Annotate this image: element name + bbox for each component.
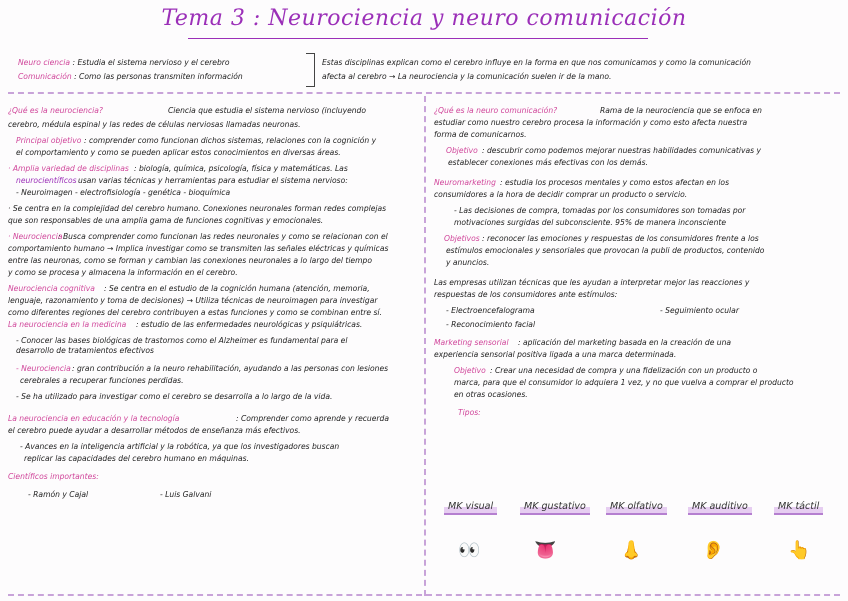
- left-text-line: lenguaje, razonamiento y toma de decisiones) → Utiliza técnicas de neuroimagen para investigar: [8, 296, 378, 305]
- left-text-line: - Avances en la inteligencia artificial y la robótica, ya que los investigadores buscan: [20, 442, 340, 451]
- left-text-line: como diferentes regiones del cerebro contribuyen a estas funciones y como se combinan entre sí.: [8, 308, 382, 317]
- left-text-line: La neurociencia en la medicina: [8, 320, 127, 329]
- left-text-line: - Neurociencia: [16, 364, 71, 373]
- marketing-type-label: MK olfativo: [606, 500, 667, 515]
- left-text-line: - Luis Galvani: [160, 490, 212, 499]
- left-text-line: neurocientíficos: [16, 176, 77, 185]
- left-text-line: ¿Qué es la neurociencia?: [8, 106, 103, 115]
- column-divider: [424, 96, 426, 596]
- left-text-line: : Se centra en el estudio de la cognición humana (atención, memoria,: [104, 284, 370, 293]
- intro-right-1: Estas disciplinas explican como el cerebro influye en la forma en que nos comunicamos y como la comunicación: [322, 58, 751, 67]
- left-text-line: · Amplia variedad de disciplinas: [8, 164, 129, 173]
- left-text-line: Ciencia que estudia el sistema nervioso (incluyendo: [168, 106, 367, 115]
- left-text-line: replicar las capacidades del cerebro humano en máquinas.: [24, 454, 249, 463]
- right-text-line: motivaciones surgidas del subconsciente. 95% de manera inconsciente: [454, 218, 727, 227]
- right-text-line: respuestas de los consumidores ante estímulos:: [434, 290, 618, 299]
- left-text-line: comportamiento humano → Implica investigar como se transmiten las señales eléctricas y químicas: [8, 244, 389, 253]
- marketing-type-label: MK auditivo: [688, 500, 752, 515]
- marketing-type-label: MK táctil: [774, 500, 823, 515]
- right-text-line: Neuromarketing: [434, 178, 496, 187]
- left-text-line: : Comprender como aprende y recuerda: [236, 414, 389, 423]
- intro-neuro-label: Neuro ciencia: [18, 58, 71, 67]
- left-text-line: La neurociencia en educación y la tecnología: [8, 414, 180, 423]
- ear-icon: 👂: [702, 540, 725, 561]
- intro-bracket: [306, 53, 315, 87]
- left-text-line: : comprender como funcionan dichos sistemas, relaciones con la cognición y: [84, 136, 377, 145]
- right-text-line: estudiar como nuestro cerebro procesa la información y como esto afecta nuestra: [434, 118, 748, 127]
- right-text-line: - Reconocimiento facial: [446, 320, 536, 329]
- left-text-line: entre las neuronas, como se forman y cambian las conexiones neuronales a lo largo del tiempo: [8, 256, 372, 265]
- intro-com: [18, 72, 243, 82]
- left-text-line: Científicos importantes:: [8, 472, 99, 481]
- intro-com-text: : Como las personas transmiten información: [74, 72, 243, 81]
- right-text-line: : estudia los procesos mentales y como estos afectan en los: [500, 178, 730, 187]
- eyes-icon: 👀: [458, 540, 481, 561]
- right-text-line: - Seguimiento ocular: [660, 306, 739, 315]
- right-text-line: : reconocer las emociones y respuestas de los consumidores frente a los: [482, 234, 759, 243]
- left-text-line: : biología, química, psicología, física y matemáticas. Las: [134, 164, 348, 173]
- left-text-line: Neurociencia cognitiva: [8, 284, 95, 293]
- left-text-line: que son responsables de una amplia gama de funciones cognitivas y emocionales.: [8, 216, 324, 225]
- left-text-line: el comportamiento y como se pueden aplicar estos conocimientos en diversas áreas.: [16, 148, 341, 157]
- tongue-icon: 👅: [534, 540, 557, 561]
- left-text-line: · Neurociencia: [8, 232, 63, 241]
- right-text-line: Rama de la neurociencia que se enfoca en: [600, 106, 762, 115]
- intro-com-label: Comunicación: [18, 72, 72, 81]
- right-text-line: : descubrir como podemos mejorar nuestras habilidades comunicativas y: [482, 146, 761, 155]
- left-text-line: cerebrales a recuperar funciones perdidas.: [20, 376, 184, 385]
- right-text-line: Tipos:: [458, 408, 481, 417]
- left-text-line: : gran contribución a la neuro rehabilitación, ayudando a las personas con lesiones: [72, 364, 389, 373]
- intro-right-2: afecta al cerebro → La neurociencia y la comunicación suelen ir de la mano.: [322, 72, 612, 81]
- right-text-line: consumidores a la hora de decidir comprar un producto o servicio.: [434, 190, 688, 199]
- section-divider-top: [8, 92, 840, 94]
- left-text-line: cerebro, médula espinal y las redes de células nerviosas llamadas neuronas.: [8, 120, 301, 129]
- right-text-line: : Crear una necesidad de compra y una fidelización con un producto o: [490, 366, 758, 375]
- right-text-line: experiencia sensorial positiva ligada a una marca determinada.: [434, 350, 677, 359]
- right-text-line: Marketing sensorial: [434, 338, 509, 347]
- right-text-line: Objetivos: [444, 234, 480, 243]
- left-text-line: - Ramón y Cajal: [28, 490, 89, 499]
- left-text-line: : estudio de las enfermedades neurológicas y psiquiátricas.: [136, 320, 363, 329]
- left-text-line: desarrollo de tratamientos efectivos: [16, 346, 154, 355]
- left-text-line: · Se centra en la complejidad del cerebro humano. Conexiones neuronales forman redes complejas: [8, 204, 387, 213]
- intro-neuro-text: : Estudia el sistema nervioso y el cerebro: [72, 58, 230, 67]
- hand-icon: 👆: [788, 540, 811, 561]
- section-divider-bottom: [8, 594, 840, 596]
- intro-neuro: [18, 58, 230, 68]
- page-title: Tema 3 : Neurociencia y neuro comunicación: [161, 6, 687, 31]
- left-text-line: - Se ha utilizado para investigar como el cerebro se desarrolla a lo largo de la vida.: [16, 392, 333, 401]
- left-text-line: el cerebro puede ayudar a desarrollar métodos de enseñanza más efectivos.: [8, 426, 301, 435]
- right-text-line: marca, para que el consumidor lo adquiera 1 vez, y no que vuelva a comprar el producto: [454, 378, 794, 387]
- left-text-line: y como se procesa y almacena la información en el cerebro.: [8, 268, 238, 277]
- right-text-line: : aplicación del marketing basada en la creación de una: [518, 338, 732, 347]
- title-underline: [188, 38, 648, 39]
- right-text-line: Las empresas utilizan técnicas que les ayudan a interpretar mejor las reacciones y: [434, 278, 750, 287]
- right-text-line: estímulos emocionales y sensoriales que provocan la publi de productos, contenido: [446, 246, 765, 255]
- right-text-line: - Las decisiones de compra, tomadas por los consumidores son tomadas por: [454, 206, 746, 215]
- right-text-line: Objetivo: [446, 146, 478, 155]
- left-text-line: Principal objetivo: [16, 136, 82, 145]
- right-text-line: en otras ocasiones.: [454, 390, 528, 399]
- right-text-line: forma de comunicarnos.: [434, 130, 527, 139]
- nose-icon: 👃: [620, 540, 643, 561]
- left-text-line: - Conocer las bases biológicas de trastornos como el Alzheimer es fundamental para el: [16, 336, 348, 345]
- left-text-line: - Neuroimagen - electrofisiología - genética - bioquímica: [16, 188, 231, 197]
- right-text-line: Objetivo: [454, 366, 486, 375]
- left-text-line: usan varias técnicas y herramientas para estudiar el sistema nervioso:: [78, 176, 348, 185]
- right-text-line: establecer conexiones más efectivas con los demás.: [448, 158, 648, 167]
- right-text-line: y anuncios.: [446, 258, 490, 267]
- marketing-type-label: MK gustativo: [520, 500, 590, 515]
- marketing-type-label: MK visual: [444, 500, 497, 515]
- right-text-line: - Electroencefalograma: [446, 306, 535, 315]
- left-text-line: : Busca comprender como funcionan las redes neuronales y como se relacionan con el: [58, 232, 388, 241]
- right-text-line: ¿Qué es la neuro comunicación?: [434, 106, 558, 115]
